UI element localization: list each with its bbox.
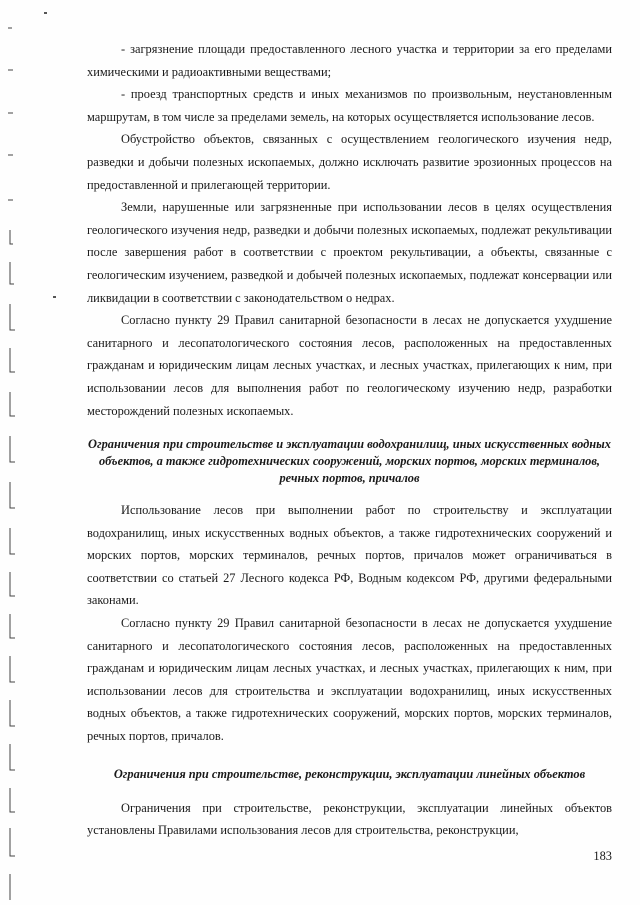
page-number: 183	[593, 849, 612, 863]
paragraph: Согласно пункту 29 Правил санитарной безопасности в лесах не допускается ухудшение санитарного и лесопатологического состояния лесов, расположенных на предоставленных гражданам и юридическим лицам лесных участках, и лесных участках, прилегающих к ним, при использовании лесов для строительства и эксплуатации водохранилищ, иных искусственных водных объектов, а также гидротехнических сооружений, морских портов, морских терминалов, речных портов, причалов.	[87, 616, 612, 744]
paragraph: Ограничения при строительстве, реконструкции, эксплуатации линейных объектов установлены Правилами использования лесов для строительства, реконструкции,	[87, 800, 612, 838]
paragraph: Обустройство объектов, связанных с осуществлением геологического изучения недр, разведки и добычи полезных ископаемых, должно исключать развитие эрозионных процессов на предоставленной и прилегающей территории.	[87, 132, 612, 192]
scan-artifact-dot	[44, 12, 47, 14]
section-heading: Ограничения при строительстве и эксплуатации водохранилищ, иных искусственных водных объектов, а также гидротехнических сооружений, морских портов, морских терминалов, речных портов, причалов	[88, 437, 611, 486]
binding-marks-graphic	[0, 0, 30, 905]
document-body	[87, 38, 612, 842]
paragraph: - проезд транспортных средств и иных механизмов по произвольным, неустановленным маршрутам, в том числе за пределами земель, на которых осуществляется использование лесов.	[87, 87, 612, 124]
paragraph: Согласно пункту 29 Правил санитарной безопасности в лесах не допускается ухудшение санитарного и лесопатологического состояния лесов, расположенных на предоставленных гражданам и юридическим лицам лесных участках, и лесных участках, прилегающих к ним, при использовании лесов для выполнения работ по геологическому изучению недр, разработки месторождений полезных ископаемых.	[87, 313, 612, 418]
scan-artifact-dot	[53, 296, 56, 298]
binding-edge-marks	[0, 0, 30, 905]
paragraph: - загрязнение площади предоставленного лесного участка и территории за его пределами химическими и радиоактивными веществами;	[87, 42, 612, 79]
section-heading: Ограничения при строительстве, реконструкции, эксплуатации линейных объектов	[113, 766, 586, 781]
paragraph: Земли, нарушенные или загрязненные при использовании лесов в целях осуществления геологического изучения недр, разведки и добычи полезных ископаемых, подлежат рекультивации после завершения работ в соответствии с проектом рекультивации, а объекты, связанные с геологическим изучением, разведкой и добычей полезных ископаемых, подлежат консервации или ликвидации в соответствии с законодательством о недрах.	[87, 200, 612, 305]
paragraph: Использование лесов при выполнении работ по строительству и эксплуатации водохранилищ, иных искусственных водных объектов, а также гидротехнических сооружений и морских портов, морских терминалов, речных портов, причалов может ограничиваться в соответствии со статьей 27 Лесного кодекса РФ, Водным кодексом РФ, другими федеральными законами.	[87, 503, 612, 608]
